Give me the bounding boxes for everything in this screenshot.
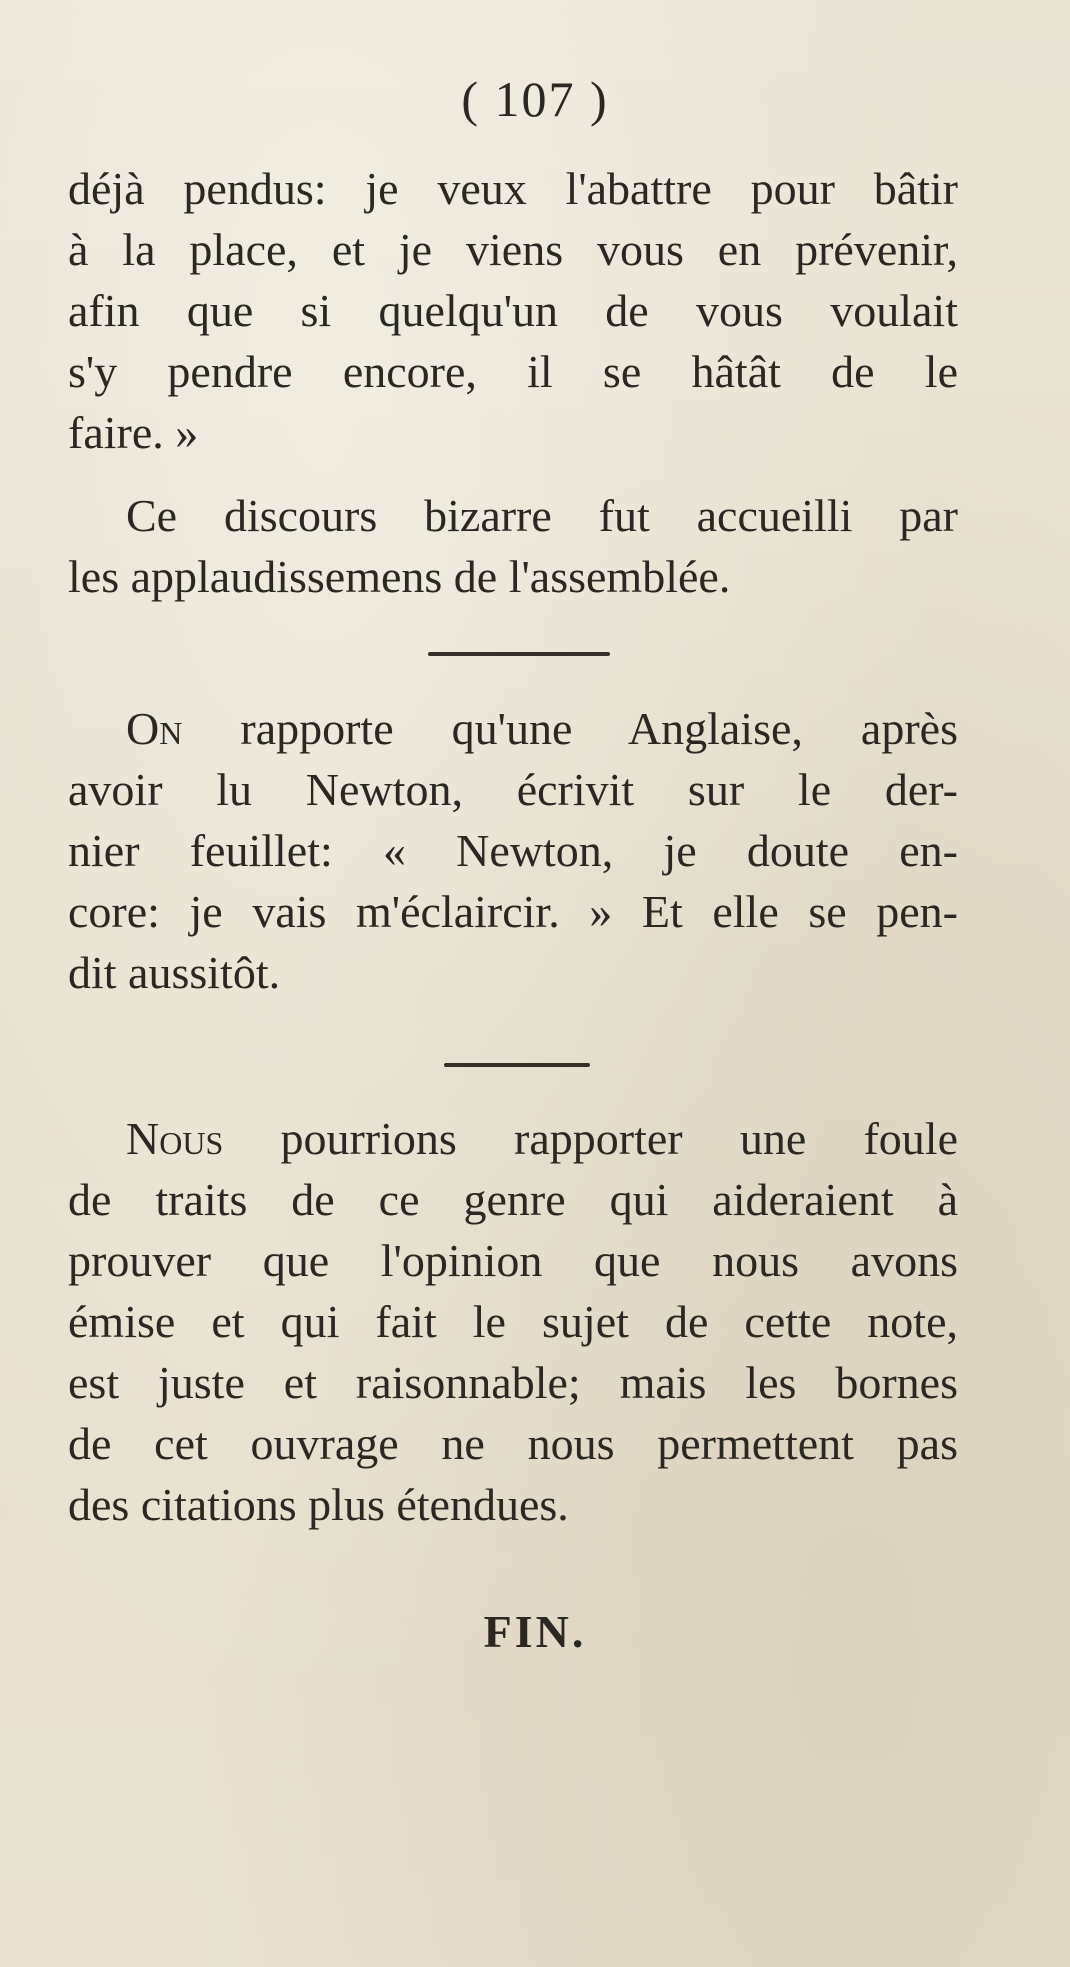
text-line: des citations plus étendues. — [68, 1479, 569, 1530]
line-rest: pourrions rapporter une foule — [223, 1113, 958, 1164]
text-line: émise et qui fait le sujet de cette note, — [68, 1296, 958, 1347]
text-line: de cet ouvrage ne nous permettent pas — [68, 1418, 958, 1469]
text-line: de traits de ce genre qui aideraient à — [68, 1174, 958, 1225]
text-line: avoir lu Newton, écrivit sur le der- — [68, 764, 958, 815]
section-divider — [444, 1063, 590, 1067]
initial-word: Nous — [126, 1113, 224, 1164]
paragraph-anglaise — [68, 698, 958, 1003]
text-line: s'y pendre encore, il se hâtât de le — [68, 346, 958, 397]
text-line: les applaudissemens de l'assemblée. — [68, 551, 731, 602]
text-line: Ce discours bizarre fut accueilli par — [126, 490, 958, 541]
text-line: nier feuillet: « Newton, je doute en- — [68, 825, 958, 876]
text-line — [68, 1108, 958, 1169]
paragraph-discourse — [68, 485, 958, 607]
text-line — [68, 698, 958, 759]
text-line: faire. » — [68, 407, 199, 458]
text-line: déjà pendus: je veux l'abattre pour bâtir — [68, 163, 958, 214]
line-rest: rapporte qu'une Anglaise, après — [182, 703, 958, 754]
initial-word: On — [126, 703, 183, 754]
page-number: ( 107 ) — [461, 71, 609, 127]
paragraph-conclusion — [68, 1108, 958, 1535]
text-line: dit aussitôt. — [68, 947, 281, 998]
end-mark: FIN. — [483, 1606, 587, 1657]
section-divider — [428, 652, 610, 656]
text-line: prouver que l'opinion que nous avons — [68, 1235, 958, 1286]
paragraph-continuation — [68, 158, 958, 463]
text-line: est juste et raisonnable; mais les bornes — [68, 1357, 958, 1408]
text-line: afin que si quelqu'un de vous voulait — [68, 285, 958, 336]
text-line: à la place, et je viens vous en prévenir, — [68, 224, 958, 275]
text-line: core: je vais m'éclaircir. » Et elle se pen- — [68, 886, 958, 937]
